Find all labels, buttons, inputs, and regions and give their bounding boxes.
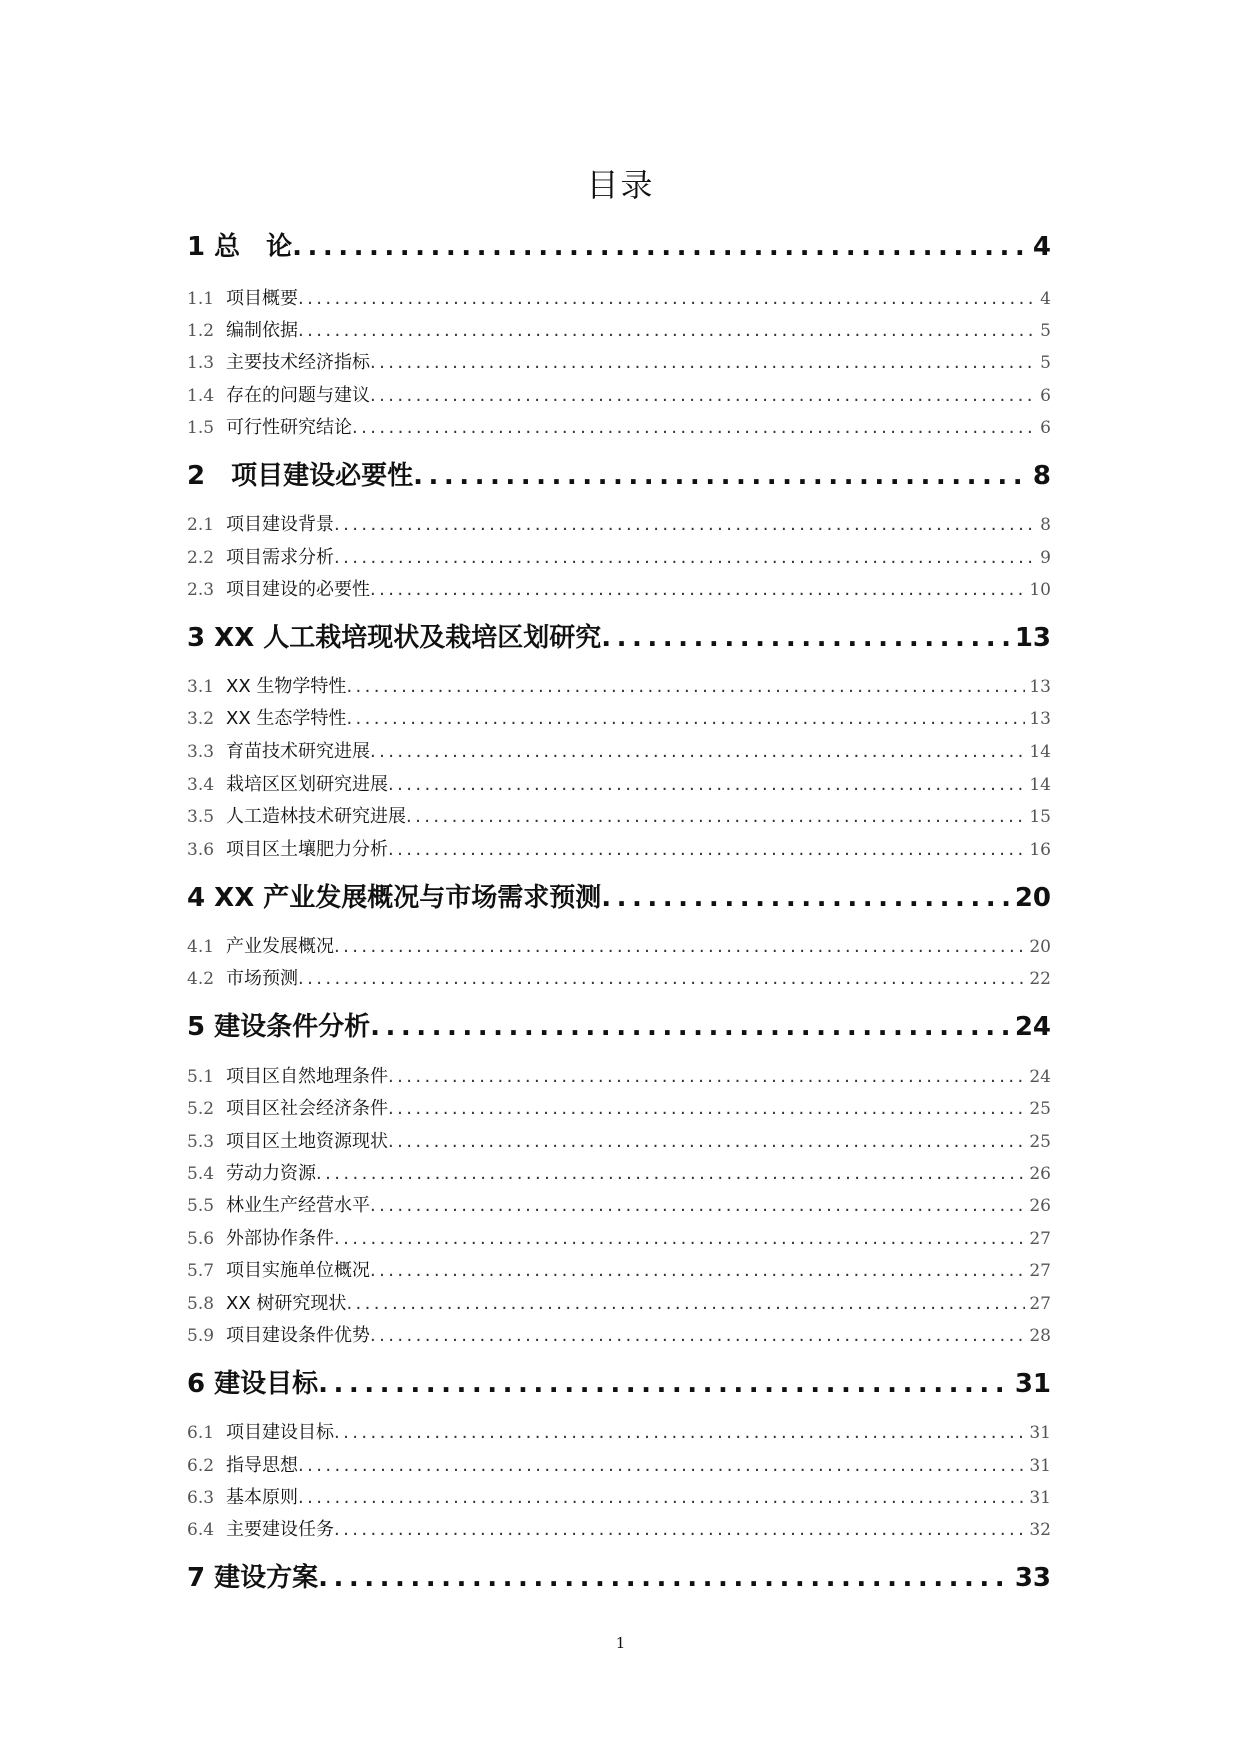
- toc-entry-2-1[interactable]: [187, 510, 1051, 536]
- toc-entry-page: 25: [1029, 1132, 1051, 1152]
- dot-leader: [334, 1228, 1025, 1249]
- dot-leader: [334, 514, 1036, 535]
- toc-entry-page: 9: [1040, 548, 1051, 568]
- toc-entry-number: 6.2: [187, 1456, 215, 1476]
- toc-entry-page: 31: [1014, 1369, 1051, 1399]
- toc-entry-label: 项目区自然地理条件: [226, 1066, 389, 1087]
- toc-entry-label: XX 生物学特性: [226, 676, 347, 697]
- toc-entry-chapter-6[interactable]: [187, 1363, 1051, 1400]
- toc-entry-number: 4.2: [187, 969, 215, 989]
- toc-entry-number: 3.6: [187, 840, 215, 860]
- toc-entry-label: 基本原则: [226, 1487, 299, 1508]
- toc-entry-6-2[interactable]: [187, 1451, 1051, 1477]
- toc-entry-number: 6.3: [187, 1488, 215, 1508]
- toc-entry-label: 项目概要: [226, 288, 299, 309]
- dot-leader: [388, 774, 1025, 795]
- toc-entry-number: 5.1: [187, 1067, 215, 1087]
- toc-entry-number: 6.4: [187, 1520, 215, 1540]
- toc-entry-label: 2 项目建设必要性: [187, 461, 414, 491]
- toc-entry-label: 项目建设的必要性: [226, 579, 371, 600]
- toc-entry-5-6[interactable]: [187, 1224, 1051, 1250]
- dot-leader: [334, 547, 1036, 568]
- toc-entry-page: 5: [1040, 321, 1051, 341]
- toc-entry-5-1[interactable]: [187, 1062, 1051, 1088]
- toc-entry-label: 育苗技术研究进展: [226, 741, 371, 762]
- toc-entry-label: 4 XX 产业发展概况与市场需求预测: [187, 883, 602, 913]
- toc-entry-6-4[interactable]: [187, 1515, 1051, 1541]
- toc-entry-number: 1.2: [187, 321, 215, 341]
- toc-entry-1-1[interactable]: [187, 284, 1051, 310]
- toc-entry-3-6[interactable]: [187, 835, 1051, 861]
- dot-leader: [388, 1066, 1025, 1087]
- dot-leader: [370, 741, 1025, 762]
- toc-entry-label: 编制依据: [226, 320, 299, 341]
- toc-entry-6-3[interactable]: [187, 1483, 1051, 1509]
- dot-leader: [370, 385, 1036, 406]
- toc-entry-5-9[interactable]: [187, 1321, 1051, 1347]
- toc-entry-5-2[interactable]: [187, 1094, 1051, 1120]
- toc-entry-page: 6: [1040, 386, 1051, 406]
- dot-leader: [413, 461, 1029, 491]
- toc-entry-page: 22: [1029, 969, 1051, 989]
- toc-entry-label: 人工造林技术研究进展: [226, 806, 407, 827]
- toc-entry-page: 28: [1029, 1326, 1051, 1346]
- toc-entry-page: 5: [1040, 353, 1051, 373]
- toc-entry-page: 27: [1029, 1261, 1051, 1281]
- dot-leader: [370, 1012, 1011, 1042]
- toc-entry-number: 5.2: [187, 1099, 215, 1119]
- dot-leader: [388, 839, 1025, 860]
- dot-leader: [292, 232, 1029, 262]
- dot-leader: [334, 936, 1025, 957]
- dot-leader: [370, 1195, 1025, 1216]
- dot-leader: [298, 968, 1025, 989]
- dot-leader: [318, 1563, 1011, 1593]
- toc-entry-page: 33: [1014, 1563, 1051, 1593]
- toc-entry-page: 13: [1029, 677, 1051, 697]
- dot-leader: [370, 1325, 1025, 1346]
- toc-entry-number: 3.2: [187, 709, 215, 729]
- dot-leader: [370, 352, 1036, 373]
- dot-leader: [334, 1519, 1025, 1540]
- toc-entry-label: 项目区土地资源现状: [226, 1131, 389, 1152]
- toc-entry-label: 项目建设条件优势: [226, 1325, 371, 1346]
- toc-entry-number: 2.1: [187, 515, 215, 535]
- toc-entry-chapter-2[interactable]: [187, 455, 1051, 492]
- dot-leader: [298, 1455, 1025, 1476]
- toc-entry-label: XX 树研究现状: [226, 1293, 347, 1314]
- dot-leader: [346, 708, 1025, 729]
- dot-leader: [316, 1163, 1025, 1184]
- toc-entry-3-3[interactable]: [187, 737, 1051, 763]
- toc-entry-4-1[interactable]: [187, 932, 1051, 958]
- dot-leader: [298, 320, 1036, 341]
- toc-entry-label: 存在的问题与建议: [226, 385, 371, 406]
- toc-entry-number: 1.1: [187, 289, 215, 309]
- toc-entry-label: 项目区社会经济条件: [226, 1098, 389, 1119]
- toc-entry-number: 3.3: [187, 742, 215, 762]
- toc-entry-page: 32: [1029, 1520, 1051, 1540]
- toc-entry-6-1[interactable]: [187, 1418, 1051, 1444]
- toc-entry-page: 31: [1029, 1456, 1051, 1476]
- dot-leader: [370, 579, 1025, 600]
- dot-leader: [346, 676, 1025, 697]
- page-number: 1: [615, 1634, 626, 1652]
- toc-entry-2-2[interactable]: [187, 543, 1051, 569]
- toc-entry-page: 16: [1029, 840, 1051, 860]
- toc-entry-5-3[interactable]: [187, 1127, 1051, 1153]
- toc-entry-label: 主要技术经济指标: [226, 352, 371, 373]
- toc-entry-label: 项目建设背景: [226, 514, 335, 535]
- toc-entry-3-2[interactable]: [187, 704, 1051, 730]
- toc-entry-number: 1.5: [187, 418, 215, 438]
- toc-entry-page: 24: [1029, 1067, 1051, 1087]
- toc-entry-page: 4: [1040, 289, 1051, 309]
- toc-entry-label: 栽培区区划研究进展: [226, 774, 389, 795]
- toc-entry-label: 6 建设目标: [187, 1369, 319, 1399]
- toc-entry-page: 14: [1029, 775, 1051, 795]
- toc-entry-page: 27: [1029, 1229, 1051, 1249]
- toc-entry-label: 劳动力资源: [226, 1163, 317, 1184]
- dot-leader: [334, 1422, 1025, 1443]
- toc-entry-label: 7 建设方案: [187, 1563, 319, 1593]
- toc-entry-label: 项目实施单位概况: [226, 1260, 371, 1281]
- dot-leader: [318, 1369, 1011, 1399]
- toc-entry-number: 1.4: [187, 386, 215, 406]
- dot-leader: [406, 806, 1025, 827]
- toc-entry-chapter-3[interactable]: [187, 617, 1051, 654]
- dot-leader: [601, 883, 1011, 913]
- toc-entry-chapter-7[interactable]: [187, 1557, 1051, 1594]
- toc-entry-3-5[interactable]: [187, 802, 1051, 828]
- dot-leader: [298, 1487, 1025, 1508]
- toc-entry-label: 指导思想: [226, 1455, 299, 1476]
- toc-entry-label: 项目区土壤肥力分析: [226, 839, 389, 860]
- toc-entry-page: 6: [1040, 418, 1051, 438]
- toc-entry-page: 26: [1029, 1196, 1051, 1216]
- toc-entry-1-4[interactable]: [187, 381, 1051, 407]
- toc-entry-number: 1.3: [187, 353, 215, 373]
- toc-entry-label: 项目建设目标: [226, 1422, 335, 1443]
- toc-entry-number: 2.2: [187, 548, 215, 568]
- toc-entry-label: 项目需求分析: [226, 547, 335, 568]
- toc-entry-2-3[interactable]: [187, 575, 1051, 601]
- toc-entry-page: 8: [1040, 515, 1051, 535]
- toc-entry-chapter-1[interactable]: [187, 226, 1051, 263]
- dot-leader: [388, 1098, 1025, 1119]
- toc-entry-page: 25: [1029, 1099, 1051, 1119]
- dot-leader: [370, 1260, 1025, 1281]
- toc-entry-page: 31: [1029, 1488, 1051, 1508]
- toc-entry-page: 27: [1029, 1294, 1051, 1314]
- toc-entry-4-2[interactable]: [187, 964, 1051, 990]
- toc-entry-label: 主要建设任务: [226, 1519, 335, 1540]
- toc-entry-1-5[interactable]: [187, 413, 1051, 439]
- toc-entry-page: 24: [1014, 1012, 1051, 1042]
- toc-entry-number: 5.8: [187, 1294, 215, 1314]
- page-title: 目录: [586, 166, 655, 204]
- toc-entry-number: 6.1: [187, 1423, 215, 1443]
- toc-entry-label: 市场预测: [226, 968, 299, 989]
- toc-entry-label: 可行性研究结论: [226, 417, 353, 438]
- toc-entry-page: 20: [1029, 937, 1051, 957]
- toc-entry-number: 5.6: [187, 1229, 215, 1249]
- toc-entry-page: 13: [1029, 709, 1051, 729]
- toc-entry-chapter-5[interactable]: [187, 1006, 1051, 1043]
- toc-entry-page: 10: [1029, 580, 1051, 600]
- toc-entry-number: 5.4: [187, 1164, 215, 1184]
- toc-entry-page: 15: [1029, 807, 1051, 827]
- toc-entry-page: 4: [1032, 232, 1051, 262]
- toc-entry-number: 5.7: [187, 1261, 215, 1281]
- toc-entry-page: 8: [1032, 461, 1051, 491]
- dot-leader: [352, 417, 1036, 438]
- toc-entry-label: 林业生产经营水平: [226, 1195, 371, 1216]
- toc-entry-number: 5.3: [187, 1132, 215, 1152]
- toc-entry-page: 20: [1014, 883, 1051, 913]
- dot-leader: [346, 1293, 1025, 1314]
- toc-entry-1-2[interactable]: [187, 316, 1051, 342]
- toc-entry-label: 1 总 论: [187, 232, 293, 262]
- dot-leader: [388, 1131, 1025, 1152]
- toc-entry-label: XX 生态学特性: [226, 708, 347, 729]
- toc-entry-label: 5 建设条件分析: [187, 1012, 371, 1042]
- toc-entry-3-1[interactable]: [187, 672, 1051, 698]
- dot-leader: [298, 288, 1036, 309]
- toc-entry-label: 外部协作条件: [226, 1228, 335, 1249]
- toc-entry-5-8[interactable]: [187, 1289, 1051, 1315]
- toc-entry-chapter-4[interactable]: [187, 877, 1051, 914]
- toc-entry-number: 5.5: [187, 1196, 215, 1216]
- toc-entry-5-5[interactable]: [187, 1191, 1051, 1217]
- toc-entry-number: 4.1: [187, 937, 215, 957]
- toc-entry-label: 产业发展概况: [226, 936, 335, 957]
- toc-entry-page: 26: [1029, 1164, 1051, 1184]
- toc-entry-page: 31: [1029, 1423, 1051, 1443]
- toc-entry-number: 5.9: [187, 1326, 215, 1346]
- toc-entry-page: 14: [1029, 742, 1051, 762]
- toc-entry-number: 3.1: [187, 677, 215, 697]
- toc-entry-label: 3 XX 人工栽培现状及栽培区划研究: [187, 623, 602, 653]
- toc-entry-number: 2.3: [187, 580, 215, 600]
- toc-entry-5-7[interactable]: [187, 1256, 1051, 1282]
- toc-entry-1-3[interactable]: [187, 348, 1051, 374]
- toc-entry-3-4[interactable]: [187, 770, 1051, 796]
- toc-entry-number: 3.4: [187, 775, 215, 795]
- toc-entry-page: 13: [1014, 623, 1051, 653]
- toc-entry-number: 3.5: [187, 807, 215, 827]
- dot-leader: [601, 623, 1011, 653]
- toc-entry-5-4[interactable]: [187, 1159, 1051, 1185]
